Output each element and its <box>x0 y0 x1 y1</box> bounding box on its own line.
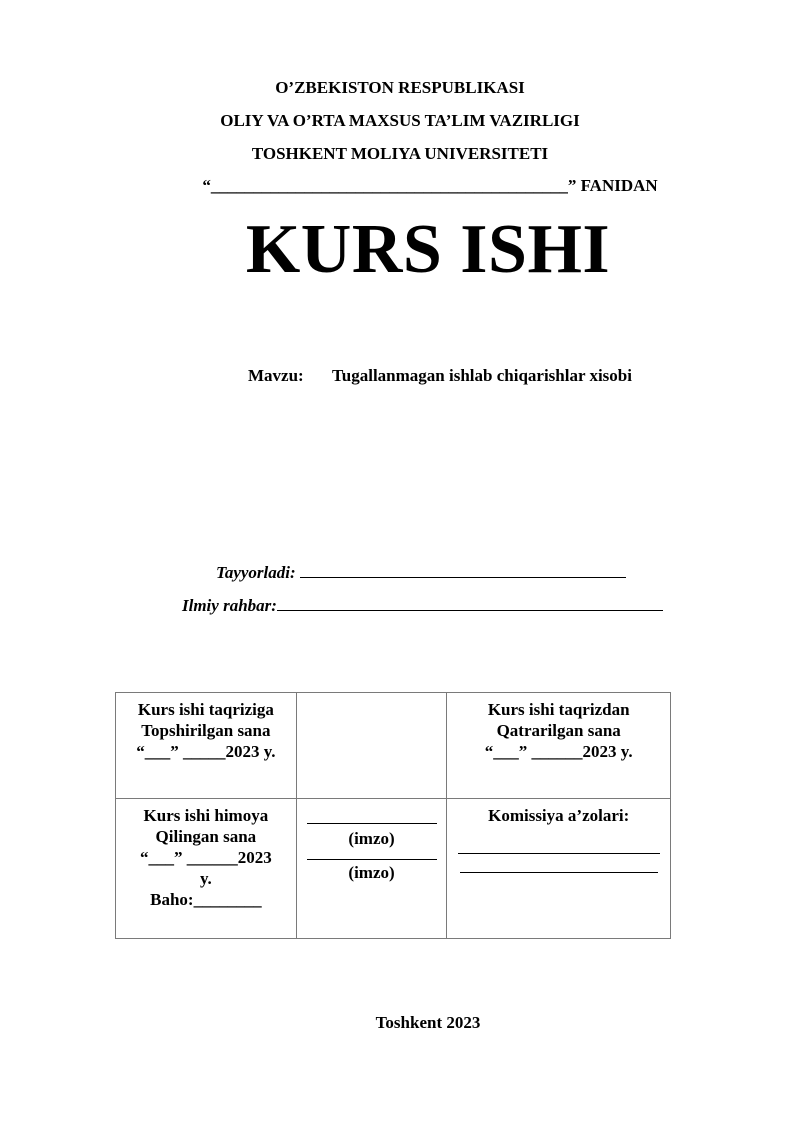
defended-line2: Qilingan sana <box>155 827 257 846</box>
empty-cell <box>296 693 447 799</box>
defended-cell <box>116 799 297 939</box>
submitted-date: “___” _____2023 y. <box>136 742 276 761</box>
returned-cell <box>447 693 671 799</box>
submitted-line1: Kurs ishi taqriziga <box>137 700 274 719</box>
prepared-by-blank <box>300 561 626 578</box>
topic-label: Mavzu: <box>248 366 304 385</box>
document-title: KURS ISHI <box>245 211 611 288</box>
signature-line-1 <box>307 823 437 824</box>
signature-label-2: (imzo) <box>348 863 395 882</box>
defended-date: “___” ______2023 <box>139 848 272 867</box>
returned-line2: Qatrarilgan sana <box>496 721 621 740</box>
supervisor-blank <box>277 594 663 611</box>
topic-line <box>248 366 632 386</box>
subject-line <box>0 176 800 196</box>
returned-date: “___” ______2023 y. <box>484 742 633 761</box>
ministry-header-ministry: OLIY VA O’RTA MAXSUS TA’LIM VAZIRLIGI <box>220 111 580 130</box>
supervisor-line <box>182 594 663 616</box>
ministry-header-university: TOSHKENT MOLIYA UNIVERSITETI <box>251 144 549 163</box>
topic-value: Tugallanmagan ishlab chiqarishlar xisobi <box>332 366 632 385</box>
signature-cell <box>296 799 447 939</box>
review-table <box>115 692 671 939</box>
ministry-header-republic: O’ZBEKISTON RESPUBLIKASI <box>275 78 525 97</box>
submitted-line2: Topshirilgan sana <box>141 721 271 740</box>
subject-suffix: ” FANIDAN <box>567 176 658 195</box>
returned-line1: Kurs ishi taqrizdan <box>487 700 630 719</box>
submitted-cell <box>116 693 297 799</box>
grade-line: Baho:________ <box>150 890 262 909</box>
signature-label-1: (imzo) <box>348 829 395 848</box>
footer-city-year: Toshkent 2023 <box>375 1013 481 1032</box>
defended-year-suffix: y. <box>199 869 212 888</box>
commission-line-2 <box>460 872 658 873</box>
commission-cell <box>447 799 671 939</box>
supervisor-label: Ilmiy rahbar: <box>182 596 277 615</box>
subject-blank: __________________________________________ <box>210 176 568 195</box>
commission-label: Komissiya a’zolari: <box>488 806 630 825</box>
subject-open-quote: “ <box>202 176 211 195</box>
signature-line-2 <box>307 859 437 860</box>
prepared-by-line <box>216 561 626 583</box>
defended-line1: Kurs ishi himoya <box>143 806 269 825</box>
prepared-by-label: Tayyorladi: <box>216 563 296 582</box>
